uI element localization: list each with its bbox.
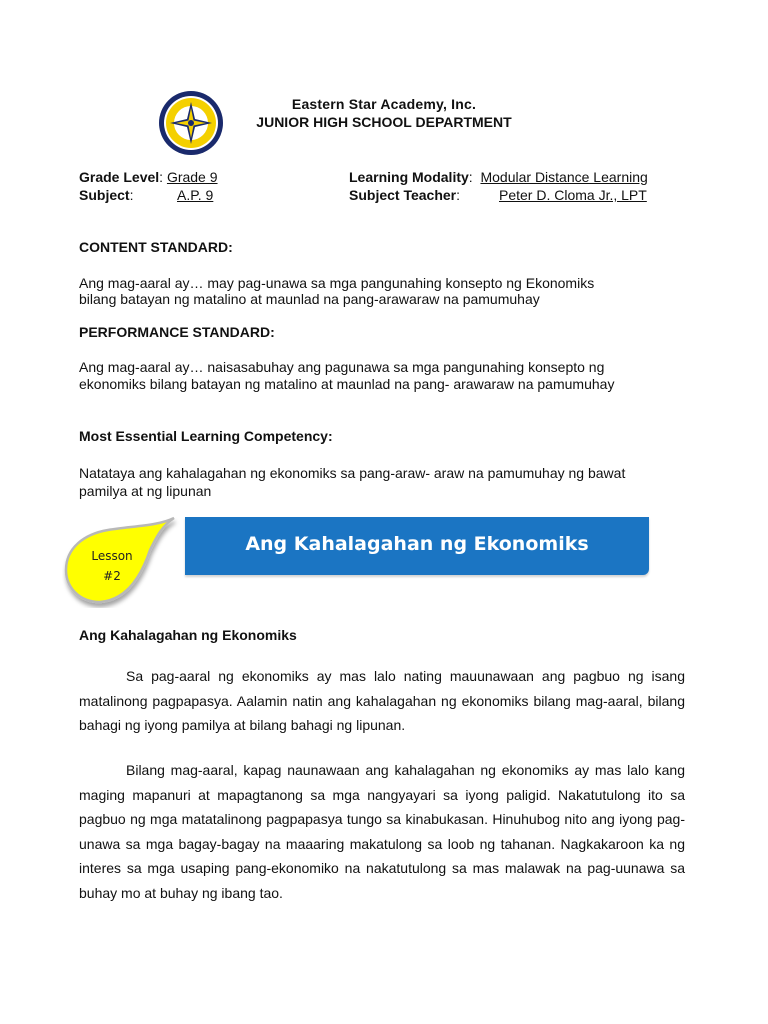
- competency-line1: Natataya ang kahalagahan ng ekonomiks sa pang-araw- araw na pamumuhay ng bawat: [79, 465, 626, 481]
- subject-value-wrap: [177, 187, 213, 203]
- lesson-title-banner: [185, 517, 649, 575]
- content-standard-line2: bilang batayan ng matalino at maunlad na pang-arawaraw na pamumuhay: [79, 291, 540, 307]
- modality-label: Learning Modality: [349, 169, 469, 185]
- performance-standard-heading: PERFORMANCE STANDARD:: [79, 324, 275, 340]
- school-name: Eastern Star Academy, Inc.: [291, 96, 477, 112]
- lesson-label: Lesson: [91, 549, 133, 563]
- performance-standard-line1: Ang mag-aaral ay… naisasabuhay ang pagunawa sa mga pangunahing konsepto ng: [79, 359, 605, 375]
- body-subheading: Ang Kahalagahan ng Ekonomiks: [79, 627, 297, 643]
- body-paragraph-1: Sa pag-aaral ng ekonomiks ay mas lalo nating mauunawaan ang pagbuo ng isang matalinong pagpapasya. Aalamin natin ang kahalagahan ng ekonomiks bilang mag-aaral, bilang bahagi ng iyong pamilya at bilang bahagi ng lipunan.: [79, 668, 685, 733]
- lesson-number: #2: [103, 569, 121, 583]
- lesson-title: Ang Kahalagahan ng Ekonomiks: [245, 533, 589, 555]
- grade-level-value: Grade 9: [166, 169, 218, 185]
- modality-row: Learning Modality: Modular Distance Learning: [349, 169, 648, 185]
- content-standard-line1: Ang mag-aaral ay… may pag-unawa sa mga pangunahing konsepto ng Ekonomiks: [79, 275, 595, 291]
- grade-level-label: Grade Level: [79, 169, 160, 185]
- teacher-label: Subject Teacher: [349, 187, 457, 203]
- subject-value: A.P. 9: [177, 187, 214, 203]
- performance-standard-line2: ekonomiks bilang batayan ng matalino at maunlad na pang- arawaraw na pamumuhay: [79, 376, 615, 392]
- competency-line2: pamilya at ng lipunan: [79, 483, 212, 499]
- body-paragraph-2: Bilang mag-aaral, kapag naunawaan ang kahalagahan ng ekonomiks ay mas lalo kang maging mapanuri at mapagtanong sa mga nangyayari sa iyong paligid. Nakatutulong ito sa pagbuo ng mga matatalinong pagpapasya tungo sa kinabukasan. Hinuhubog nito ang iyong pag-unawa sa mga bagay-bagay na maaaring makatulong sa loob ng tahanan. Nagkakaroon ka ng interes sa mga usaping pang-ekonomiko na nakatutulong sa mas malawak na pag-uunawa sa buhay mo at buhay ng ibang tao.: [79, 762, 685, 901]
- modality-value: Modular Distance Learning: [480, 169, 648, 185]
- subject-label: Subject: [79, 187, 130, 203]
- teacher-row: Subject Teacher:: [349, 187, 461, 203]
- teacher-value: Peter D. Cloma Jr., LPT: [499, 187, 647, 203]
- grade-level-row: Grade Level: Grade 9: [79, 169, 218, 185]
- department-name: JUNIOR HIGH SCHOOL DEPARTMENT: [256, 114, 512, 130]
- competency-heading: Most Essential Learning Competency:: [79, 428, 333, 444]
- teacher-value-wrap: [499, 187, 647, 203]
- subject-row: Subject:: [79, 187, 134, 203]
- content-standard-heading: CONTENT STANDARD:: [79, 239, 233, 255]
